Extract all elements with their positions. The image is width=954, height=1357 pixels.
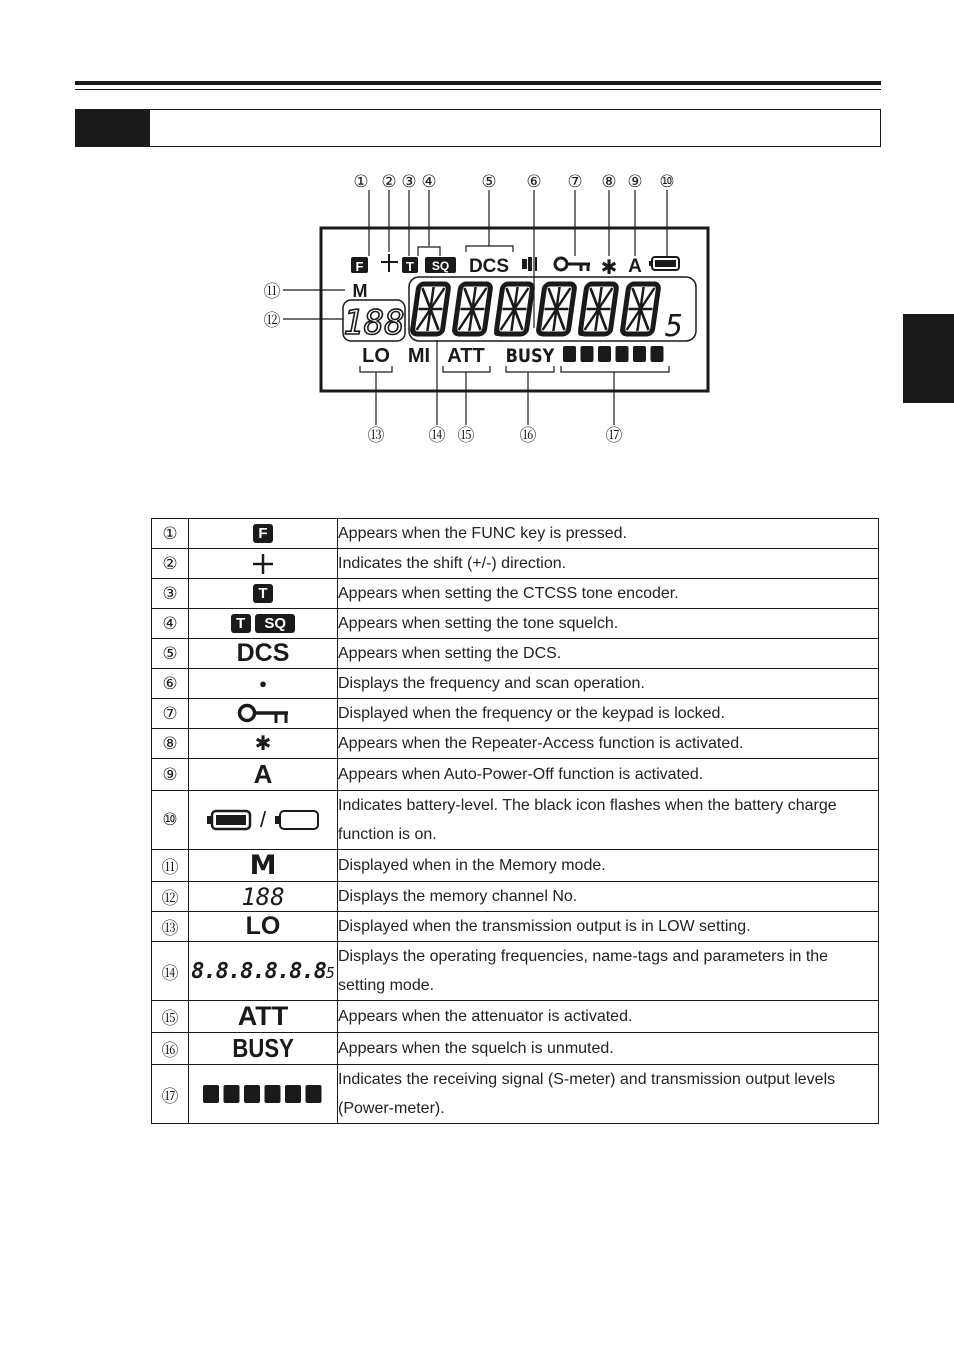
meter-icon bbox=[189, 1065, 338, 1124]
meter-segment bbox=[224, 1085, 240, 1103]
lcd-meter-segment bbox=[581, 346, 594, 362]
row-number: ④ bbox=[152, 609, 189, 639]
row-description: Displayed when the transmission output is in LOW setting. bbox=[338, 912, 879, 942]
row-description: Appears when setting the CTCSS tone encoder. bbox=[338, 579, 879, 609]
lcd-frequency-suffix: 5 bbox=[664, 309, 684, 344]
table-row bbox=[152, 1065, 879, 1124]
row-number: ⑮ bbox=[152, 1001, 189, 1033]
row-description: Displays the memory channel No. bbox=[338, 882, 879, 912]
frequency-icon: 8.8.8.8.8.85 bbox=[189, 942, 338, 1001]
row-number: ⑩ bbox=[152, 791, 189, 850]
meter-segment bbox=[285, 1085, 301, 1103]
table-row bbox=[152, 699, 879, 729]
callout-4: ④ bbox=[421, 172, 437, 191]
table-row bbox=[152, 609, 879, 639]
svg-text:F: F bbox=[355, 259, 364, 274]
table-row bbox=[152, 791, 879, 850]
callout-11: ⑪ bbox=[263, 282, 281, 301]
meter-segment bbox=[244, 1085, 260, 1103]
meter-segment bbox=[203, 1085, 219, 1103]
callout-17: ⑰ bbox=[605, 426, 623, 445]
table-row bbox=[152, 912, 879, 942]
row-description: Appears when setting the DCS. bbox=[338, 639, 879, 669]
lcd-digit bbox=[496, 284, 533, 334]
table-row bbox=[152, 579, 879, 609]
callout-2: ② bbox=[381, 172, 397, 191]
header-rule-thick bbox=[75, 81, 881, 85]
table-row bbox=[152, 759, 879, 791]
lcd-digit bbox=[454, 284, 491, 334]
row-description: Indicates the shift (+/-) direction. bbox=[338, 549, 879, 579]
meter-segment bbox=[265, 1085, 281, 1103]
lcd-dcs: DCS bbox=[468, 256, 510, 277]
lcd-digit bbox=[622, 284, 659, 334]
row-description: Appears when setting the tone squelch. bbox=[338, 609, 879, 639]
lcd-mi: MI bbox=[407, 345, 431, 367]
svg-text:SQ: SQ bbox=[431, 259, 450, 273]
row-description: Appears when the attenuator is activated. bbox=[338, 1001, 879, 1033]
lcd-lo: LO bbox=[362, 345, 390, 367]
callout-14: ⑭ bbox=[428, 426, 446, 445]
channel-icon: 188 bbox=[189, 882, 338, 912]
section-marker bbox=[76, 110, 150, 146]
row-number: ② bbox=[152, 549, 189, 579]
lcd-meter-segment bbox=[633, 346, 646, 362]
lcd-meter-segment bbox=[651, 346, 664, 362]
lcd-speaker-icon bbox=[522, 257, 537, 271]
lcd-meter-segment bbox=[563, 346, 576, 362]
lcd-att: ATT bbox=[447, 345, 485, 367]
lcd-shift-icon bbox=[381, 254, 398, 272]
table-row bbox=[152, 1001, 879, 1033]
callout-12: ⑫ bbox=[263, 311, 281, 330]
lcd-diagram bbox=[0, 160, 954, 460]
table-row bbox=[152, 729, 879, 759]
dcs-icon: DCS bbox=[189, 639, 338, 669]
callout-16: ⑯ bbox=[519, 426, 537, 445]
row-number: ⑫ bbox=[152, 882, 189, 912]
callout-8: ⑧ bbox=[601, 172, 617, 191]
att-icon: ATT bbox=[189, 1001, 338, 1033]
key-icon bbox=[189, 699, 338, 729]
table-row bbox=[152, 549, 879, 579]
row-number: ⑧ bbox=[152, 729, 189, 759]
callout-7: ⑦ bbox=[567, 172, 583, 191]
row-number: ① bbox=[152, 519, 189, 549]
tone-squelch-icon: T SQ bbox=[189, 609, 338, 639]
table-row bbox=[152, 882, 879, 912]
t-box-icon: T bbox=[189, 579, 338, 609]
row-number: ⑥ bbox=[152, 669, 189, 699]
table-row bbox=[152, 1033, 879, 1065]
row-number: ⑯ bbox=[152, 1033, 189, 1065]
table-row bbox=[152, 942, 879, 1001]
lcd-battery-icon bbox=[649, 257, 679, 270]
lcd-meter-segment bbox=[598, 346, 611, 362]
row-description: Appears when the Repeater-Access function is activated. bbox=[338, 729, 879, 759]
table-row bbox=[152, 639, 879, 669]
lcd-busy: BUSY bbox=[505, 345, 555, 368]
battery-icon: / bbox=[189, 791, 338, 850]
lcd-asterisk-icon: ✱ bbox=[600, 257, 618, 279]
row-description: Appears when the FUNC key is pressed. bbox=[338, 519, 879, 549]
row-number: ⑰ bbox=[152, 1065, 189, 1124]
auto-icon: A bbox=[189, 759, 338, 791]
row-description: Displays the operating frequencies, name-tags and parameters in the setting mode. bbox=[338, 942, 879, 1001]
row-description: Indicates battery-level. The black icon flashes when the battery charge function is on. bbox=[338, 791, 879, 850]
legend-table bbox=[151, 518, 879, 1124]
lcd-digit bbox=[412, 284, 449, 334]
f-box-icon: F bbox=[189, 519, 338, 549]
lcd-channel: 188 bbox=[343, 303, 405, 343]
callout-6: ⑥ bbox=[526, 172, 542, 191]
callout-13: ⑬ bbox=[367, 426, 385, 445]
lcd-auto-icon: A bbox=[628, 256, 642, 277]
lo-icon: LO bbox=[189, 912, 338, 942]
row-number: ③ bbox=[152, 579, 189, 609]
section-title-bar bbox=[75, 109, 881, 147]
lcd-meter bbox=[563, 346, 664, 362]
callout-10: ⑩ bbox=[659, 172, 675, 191]
lcd-digit bbox=[538, 284, 575, 334]
shift-icon bbox=[189, 549, 338, 579]
row-description: Displayed when the frequency or the keypad is locked. bbox=[338, 699, 879, 729]
dot-icon: ● bbox=[189, 669, 338, 699]
table-row bbox=[152, 519, 879, 549]
callout-9: ⑨ bbox=[627, 172, 643, 191]
row-description: Displays the frequency and scan operation. bbox=[338, 669, 879, 699]
meter-segment bbox=[306, 1085, 322, 1103]
lcd-meter-segment bbox=[616, 346, 629, 362]
lcd-memory-icon: M bbox=[352, 281, 368, 301]
row-description: Appears when the squelch is unmuted. bbox=[338, 1033, 879, 1065]
table-row bbox=[152, 669, 879, 699]
callout-3: ③ bbox=[401, 172, 417, 191]
lcd-frequency-digits bbox=[412, 284, 659, 336]
row-number: ⑦ bbox=[152, 699, 189, 729]
lcd-key-icon bbox=[555, 258, 590, 271]
table-row bbox=[152, 850, 879, 882]
row-number: ⑪ bbox=[152, 850, 189, 882]
header-rule-thin bbox=[75, 89, 881, 90]
row-number: ⑤ bbox=[152, 639, 189, 669]
row-description: Appears when Auto-Power-Off function is activated. bbox=[338, 759, 879, 791]
row-description: Displayed when in the Memory mode. bbox=[338, 850, 879, 882]
svg-text:T: T bbox=[406, 259, 414, 274]
callout-15: ⑮ bbox=[457, 426, 475, 445]
row-number: ⑬ bbox=[152, 912, 189, 942]
callout-5: ⑤ bbox=[481, 172, 497, 191]
asterisk-icon: ✱ bbox=[189, 729, 338, 759]
row-description: Indicates the receiving signal (S-meter) and transmission output levels (Power-meter). bbox=[338, 1065, 879, 1124]
callout-1: ① bbox=[353, 172, 369, 191]
row-number: ⑨ bbox=[152, 759, 189, 791]
memory-icon: M bbox=[189, 850, 338, 882]
lcd-digit bbox=[580, 284, 617, 334]
busy-icon: BUSY bbox=[189, 1033, 338, 1065]
row-number: ⑭ bbox=[152, 942, 189, 1001]
